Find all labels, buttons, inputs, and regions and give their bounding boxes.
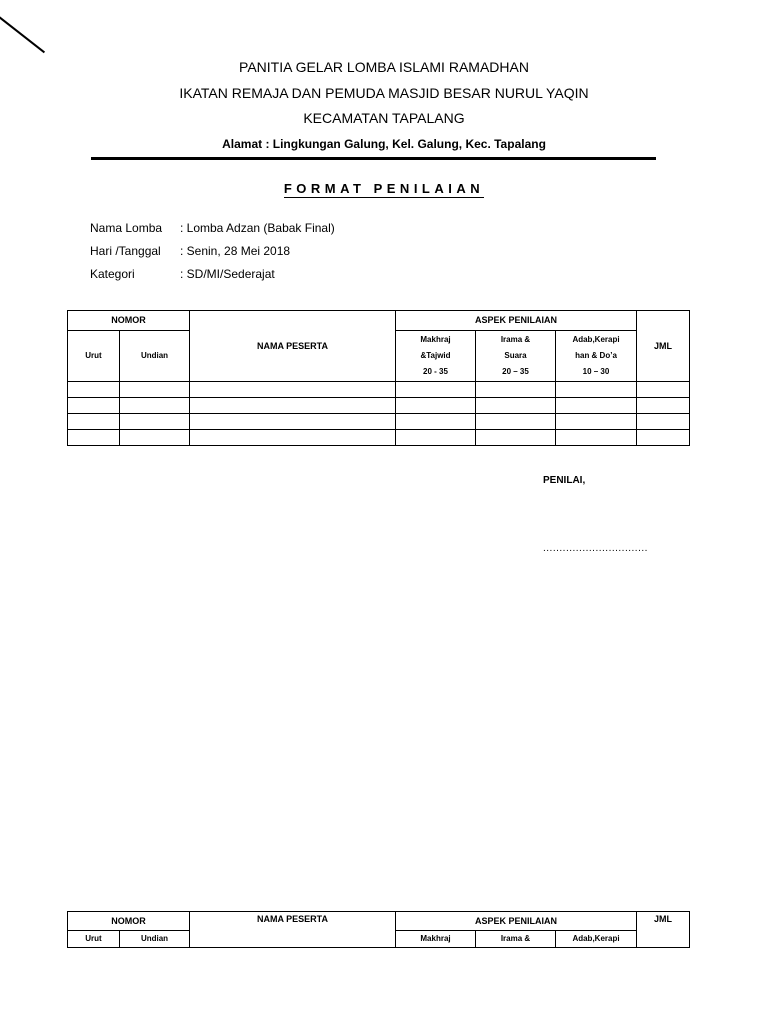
info-row-category [90,267,275,281]
header-district: KECAMATAN TAPALANG [303,110,465,126]
info-value: : Senin, 28 Mei 2018 [180,244,291,258]
table-row [68,414,690,430]
col-header-undian: Undian [120,931,190,948]
col-header-nama-peserta: NAMA PESERTA [190,311,396,382]
col-header-criterion-3: Adab,Kerapi han & Do’a 10 – 30 [556,331,637,382]
header-committee: PANITIA GELAR LOMBA ISLAMI RAMADHAN [239,59,529,75]
info-row-date [90,244,290,258]
corner-line-mark [0,12,45,53]
scoring-table-repeat [67,911,690,948]
info-label: Kategori [90,267,135,281]
info-value: : SD/MI/Sederajat [180,267,275,281]
col-header-urut: Urut [68,931,120,948]
col-header-criterion-2: Irama & Suara 20 – 35 [476,331,556,382]
col-header-criterion-1: Makhraj [396,931,476,948]
document-title: FORMAT PENILAIAN [283,181,485,196]
header-address: Alamat : Lingkungan Galung, Kel. Galung, Kec. Tapalang [222,137,546,151]
scoring-table [67,310,690,446]
col-header-nomor: NOMOR [68,311,190,331]
table-row [68,382,690,398]
info-value: : Lomba Adzan (Babak Final) [180,221,335,235]
col-header-criterion-3: Adab,Kerapi [556,931,637,948]
col-header-aspek-penilaian: ASPEK PENILAIAN [396,311,637,331]
signature-label: PENILAI, [543,475,586,486]
table-row [68,398,690,414]
col-header-criterion-1: Makhraj &Tajwid 20 - 35 [396,331,476,382]
col-header-jml: JML [637,311,690,382]
col-header-nomor: NOMOR [68,912,190,931]
col-header-jml: JML [637,912,690,948]
col-header-nama-peserta: NAMA PESERTA [190,912,396,948]
signature-line: ................................ [543,543,648,554]
info-label: Nama Lomba [90,221,163,235]
header-organization: IKATAN REMAJA DAN PEMUDA MASJID BESAR NURUL YAQIN [179,85,589,101]
col-header-aspek-penilaian: ASPEK PENILAIAN [396,912,637,931]
col-header-criterion-2: Irama & [476,931,556,948]
col-header-undian: Undian [120,331,190,382]
table-row [68,430,690,446]
header-divider [91,157,656,160]
col-header-urut: Urut [68,331,120,382]
info-row-competition [90,221,335,235]
info-label: Hari /Tanggal [90,244,161,258]
